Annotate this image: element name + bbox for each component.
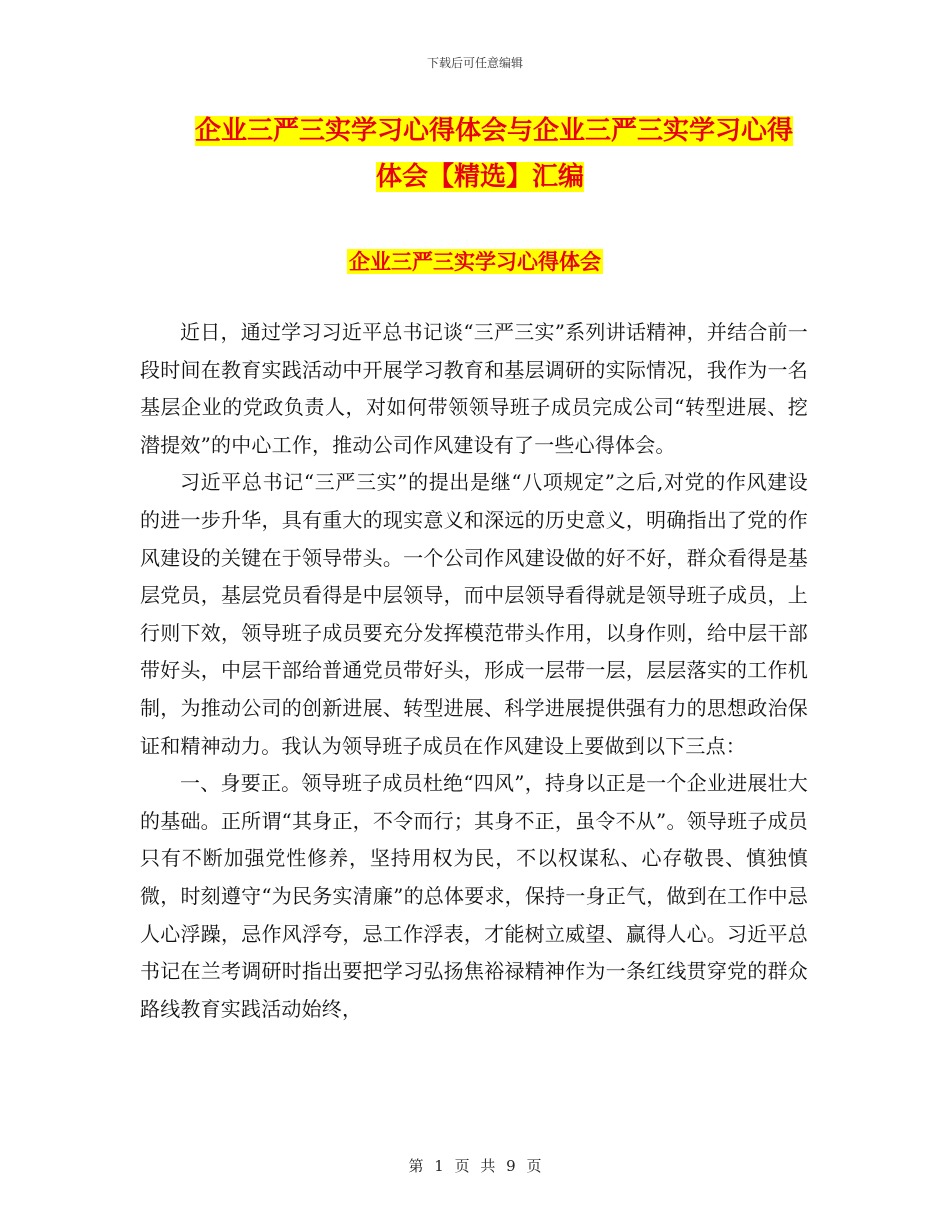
paragraph: 近日，通过学习习近平总书记谈“三严三实”系列讲话精神，并结合前一段时间在教育实践活动中开展学习教育和基层调研的实际情况，我作为一名基层企业的党政负责人，对如何带领领导班子成员完成公司“转型进展、挖潜提效”的中心工作，推动公司作风建设有了一些心得体会。 — [140, 320, 808, 457]
header-note: 下载后可任意编辑 — [426, 56, 523, 70]
body-text — [140, 314, 808, 1028]
page-footer: 第 1 页 共 9 页 — [408, 1157, 542, 1175]
section-title — [0, 244, 950, 280]
paragraph: 习近平总书记“三严三实”的提出是继“八项规定”之后,对党的作风建设的进一步升华，具有重大的现实意义和深远的历史意义，明确指出了党的作风建设的关键在于领导带头。一个公司作风建设做的好不好，群众看得是基层党员，基层党员看得是中层领导，而中层领导看得就是领导班子成员，上行则下效，领导班子成员要充分发挥模范带头作用，以身作则，给中层干部带好头，中层干部给普通党员带好头，形成一层带一层，层层落实的工作机制，为推动公司的创新进展、转型进展、科学进展提供强有力的思想政治保证和精神动力。我认为领导班子成员在作风建设上要做到以下三点： — [140, 470, 808, 758]
paragraph: 一、身要正。领导班子成员杜绝“四风”，持身以正是一个企业进展壮大的基础。正所谓“其身正，不令而行；其身不正，虽令不从”。领导班子成员只有不断加强党性修养，坚持用权为民，不以权谋私、心存敬畏、慎独慎微，时刻遵守“为民务实清廉”的总体要求，保持一身正气，做到在工作中忌人心浮躁，忌作风浮夸，忌工作浮表，才能树立威望、赢得人心。习近平总书记在兰考调研时指出要把学习弘扬焦裕禄精神作为一条红线贯穿党的群众路线教育实践活动始终， — [140, 771, 808, 1021]
document-title — [195, 108, 815, 200]
title-line-2: 体会【精选】汇编 — [375, 162, 584, 192]
title-line-1: 企业三严三实学习心得体会与企业三严三实学习心得 — [195, 116, 794, 146]
section-title-text: 企业三严三实学习心得体会 — [349, 249, 601, 274]
